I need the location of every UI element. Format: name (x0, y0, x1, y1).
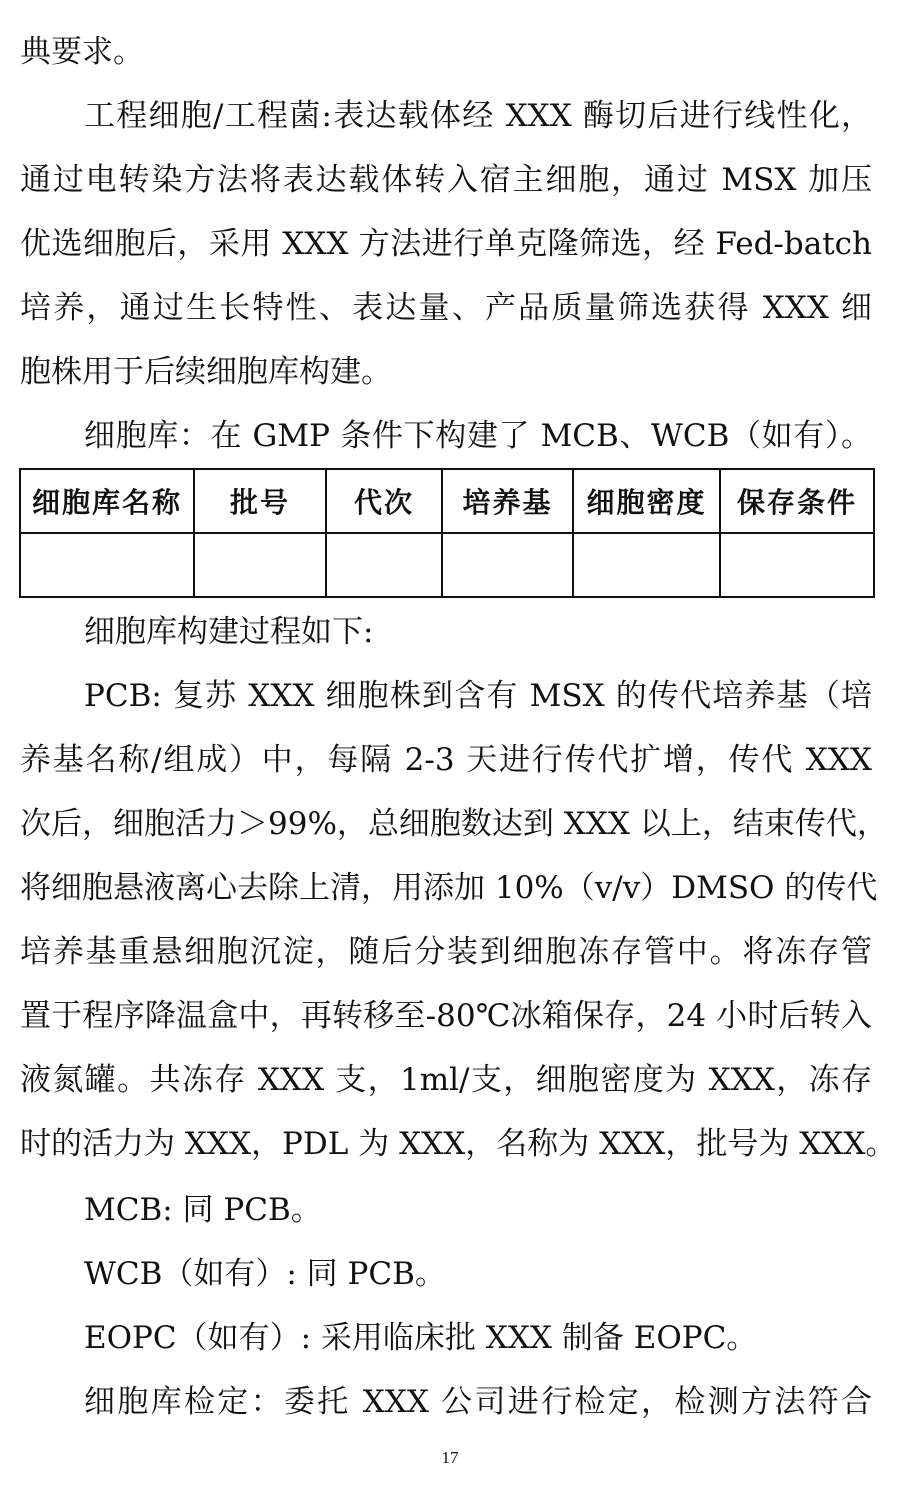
table-header-row (20, 469, 874, 533)
text-line: 细胞库构建过程如下: (84, 614, 374, 650)
table-header-cell: 细胞库名称 (20, 469, 194, 533)
table-cell (442, 533, 573, 597)
text-line: 通过电转染方法将表达载体转入宿主细胞，通过 MSX 加压 (20, 162, 872, 198)
table-cell (326, 533, 442, 597)
text-line: 次后，细胞活力＞99%，总细胞数达到 XXX 以上，结束传代， (20, 806, 888, 842)
table-header-cell: 保存条件 (720, 469, 874, 533)
table-cell (720, 533, 874, 597)
table-header-cell: 细胞密度 (573, 469, 720, 533)
text-line: 时的活力为 XXX，PDL 为 XXX，名称为 XXX，批号为 XXX。 (20, 1126, 897, 1162)
table-cell (573, 533, 720, 597)
text-line: 细胞库检定：委托 XXX 公司进行检定，检测方法符合 (84, 1384, 872, 1420)
table-cell (20, 533, 194, 597)
text-line: WCB（如有）: 同 PCB。 (84, 1256, 446, 1292)
text-line: PCB: 复苏 XXX 细胞株到含有 MSX 的传代培养基（培 (84, 678, 872, 714)
text-line: 胞株用于后续细胞库构建。 (20, 354, 392, 390)
text-line: EOPC（如有）: 采用临床批 XXX 制备 EOPC。 (84, 1320, 758, 1356)
text-line: 培养基重悬细胞沉淀，随后分装到细胞冻存管中。将冻存管 (20, 934, 872, 970)
text-line: 养基名称/组成）中，每隔 2-3 天进行传代扩增，传代 XXX (20, 742, 872, 778)
cell-bank-table (19, 468, 875, 598)
table-row (20, 533, 874, 597)
table-header-cell: 批号 (194, 469, 326, 533)
table-header-cell: 培养基 (442, 469, 573, 533)
text-line: MCB: 同 PCB。 (84, 1192, 322, 1228)
text-line: 培养，通过生长特性、表达量、产品质量筛选获得 XXX 细 (20, 290, 872, 326)
text-line: 工程细胞/工程菌:表达载体经 XXX 酶切后进行线性化， (84, 98, 872, 134)
text-line: 液氮罐。共冻存 XXX 支，1ml/支，细胞密度为 XXX，冻存 (20, 1062, 872, 1098)
page-number: 17 (441, 1448, 459, 1467)
text-line: 典要求。 (20, 34, 144, 70)
text-line: 优选细胞后，采用 XXX 方法进行单克隆筛选，经 Fed-batch (20, 226, 872, 262)
text-line: 将细胞悬液离心去除上清，用添加 10%（v/v）DMSO 的传代 (20, 870, 878, 906)
table-cell (194, 533, 326, 597)
text-line: 置于程序降温盒中，再转移至-80℃冰箱保存，24 小时后转入 (20, 998, 872, 1034)
table-header-cell: 代次 (326, 469, 442, 533)
text-line: 细胞库：在 GMP 条件下构建了 MCB、WCB（如有）。 (84, 418, 872, 454)
